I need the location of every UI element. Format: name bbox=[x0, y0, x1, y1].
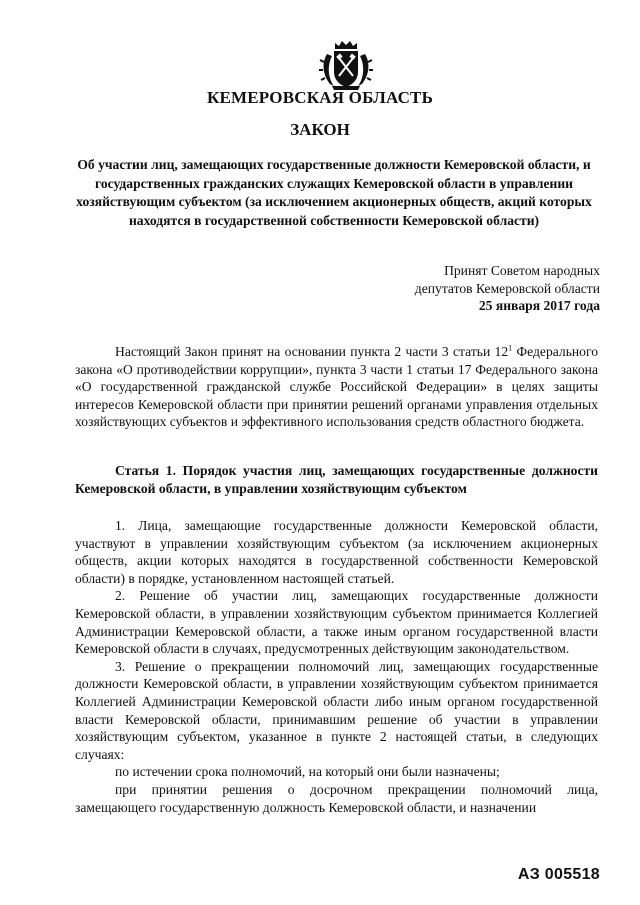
article-1-case-2: при принятии решения о досрочном прекращении полномочий лица, замещающего государственную должность Кемеровской области, и назначении bbox=[75, 781, 598, 815]
document-type-heading: ЗАКОН bbox=[290, 120, 350, 139]
preamble-text-part2: Федерального закона «О противодействии коррупции», пункта 3 части 1 статьи 17 Федерального закона «О государственной гражданской службе Российской Федерации» в целях защиты интересов Кемеровской области при принятии решений органами управления отдельных хозяйствующих субъектов и эффективного использования средств областного бюджета. bbox=[75, 344, 598, 430]
article-1-body bbox=[75, 517, 598, 816]
adoption-line-2: депутатов Кемеровской области bbox=[414, 280, 600, 296]
kemerovo-coat-of-arms-icon bbox=[318, 40, 374, 92]
adoption-date: 25 января 2017 года bbox=[478, 298, 600, 313]
article-1-clause-3: 3. Решение о прекращении полномочий лиц, замещающих государственные должности Кемеровской области, в управлении хозяйствующим субъектом принимается Коллегией Администрации Кемеровской области либо иным органом государственной власти Кемеровской области, принимавшим решение об участии в управлении хозяйствующим субъектом, указанное в пункте 2 настоящей статьи, в следующих случаях: bbox=[75, 658, 598, 762]
preamble-superscript: 1 bbox=[508, 343, 513, 353]
adoption-line-1: Принят Советом народных bbox=[444, 263, 600, 278]
article-1-case-1: по истечении срока полномочий, на который они были назначены; bbox=[115, 764, 500, 780]
preamble-paragraph bbox=[75, 343, 598, 431]
document-serial-number: АЗ 005518 bbox=[517, 866, 600, 883]
preamble-text-part1: Настоящий Закон принят на основании пункта 2 части 3 статьи 12 bbox=[115, 344, 509, 359]
article-1-clause-1: 1. Лица, замещающие государственные должности Кемеровской области, участвуют в управлении хозяйствующим субъектом (за исключением акционерных обществ, акции которых находятся в государственной собственности Кемеровской области) в порядке, установленном настоящей статьей. bbox=[75, 518, 598, 586]
region-heading: КЕМЕРОВСКАЯ ОБЛАСТЬ bbox=[206, 88, 434, 107]
law-title: Об участии лиц, замещающих государственные должности Кемеровской области, и государственных гражданских служащих Кемеровской области в управлении хозяйствующим субъектом (за исключением акционерных обществ, акций которых находятся в государственной собственности Кемеровской области) bbox=[76, 157, 592, 229]
adoption-block bbox=[360, 262, 600, 315]
article-1-heading: Статья 1. Порядок участия лиц, замещающих государственные должности Кемеровской области, в управлении хозяйствующим субъектом bbox=[75, 463, 598, 496]
article-1-clause-2: 2. Решение об участии лиц, замещающих государственные должности Кемеровской области, в управлении хозяйствующим субъектом принимается Коллегией Администрации Кемеровской области, а также иным органом государственной власти Кемеровской области в случаях, предусмотренных действующим законодательством. bbox=[75, 588, 598, 657]
preamble bbox=[75, 343, 598, 431]
